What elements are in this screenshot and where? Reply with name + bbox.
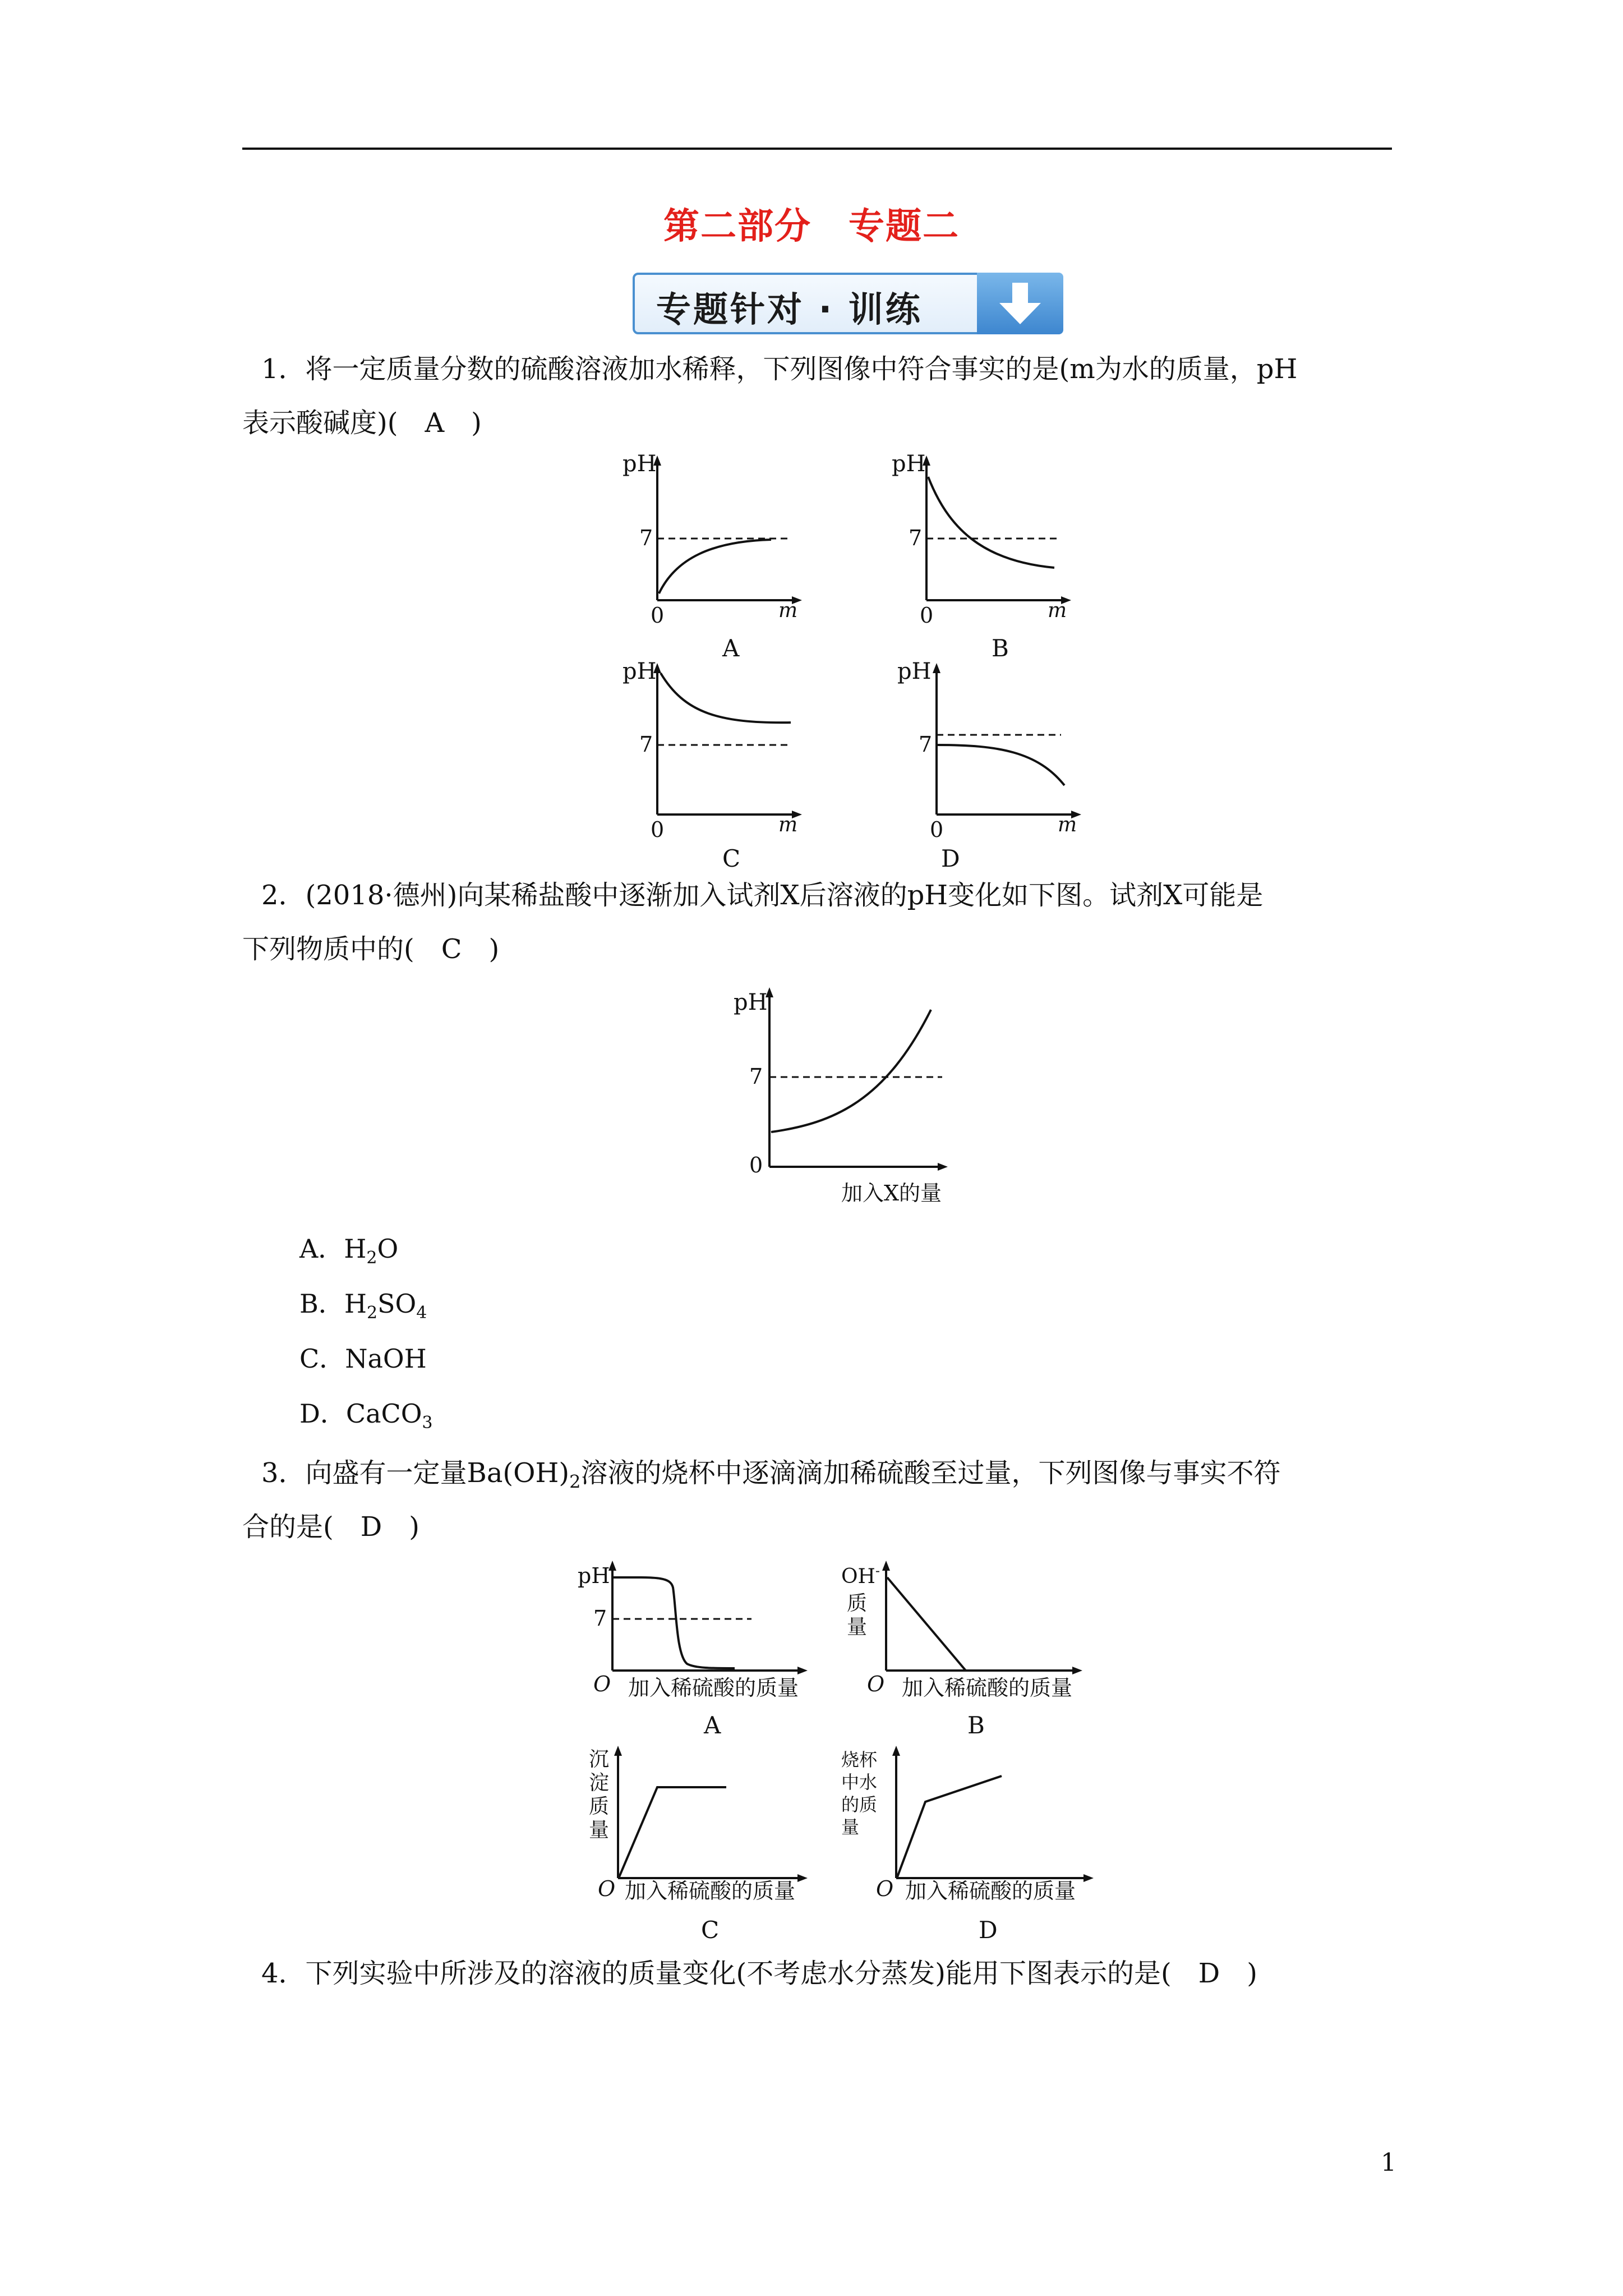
q1d-xlabel: m [1058, 813, 1077, 836]
q2-origin: 0 [749, 1153, 763, 1177]
q1d-origin: 0 [930, 817, 944, 842]
q1a-origin: 0 [651, 603, 665, 628]
q3d-xlabel: 加入稀硫酸的质量 [905, 1879, 1076, 1903]
q1c-ylabel: pH [623, 659, 657, 684]
q3c-caption: C [701, 1916, 720, 1944]
q3d-origin: O [876, 1876, 894, 1901]
q3b-xlabel: 加入稀硫酸的质量 [902, 1676, 1073, 1700]
q1-graph-d [864, 656, 1088, 872]
q3d-ylabel-1: 烧 [841, 1749, 860, 1770]
q2-option-c: C．NaOH [299, 1343, 427, 1374]
q1a-caption: A [722, 634, 740, 662]
part-title: 第二部分 专题二 [663, 206, 960, 247]
q2-ylabel: pH [734, 990, 768, 1015]
q2-option-b: B．$H_2SO_4$ [299, 1289, 427, 1323]
q1b-caption: B [992, 634, 1009, 662]
q2-xlabel: 加入X的量 [841, 1181, 942, 1205]
q1b-ref: 7 [909, 526, 923, 550]
q3d-ylabel-7: 量 [841, 1816, 860, 1838]
q1b-ylabel: pH [892, 451, 926, 477]
q3d-caption: D [979, 1916, 998, 1944]
q3-line2: 合的是( D ) [242, 1511, 419, 1543]
page-number: 1 [1381, 2148, 1396, 2177]
header-rule [242, 148, 1392, 150]
q1b-xlabel: m [1048, 599, 1067, 622]
q1-graph-a [594, 449, 808, 662]
q3c-ylabel-2: 淀 [589, 1772, 610, 1795]
q3d-ylabel-6: 质 [859, 1794, 878, 1815]
q1-line1: 1．将一定质量分数的硫酸溶液加水稀释，下列图像中符合事实的是(m为水的质量，pH [261, 353, 1298, 385]
q3-graph-b [836, 1554, 1116, 1745]
q3c-xlabel: 加入稀硫酸的质量 [625, 1879, 796, 1903]
q2-ref: 7 [749, 1064, 763, 1089]
q3d-ylabel-2: 杯 [859, 1749, 878, 1770]
q3-graph-d [836, 1739, 1127, 1952]
q3b-ylabel-top: OH- [841, 1563, 880, 1588]
q1-line2: 表示酸碱度)( A ) [242, 407, 482, 439]
banner-title: 专题针对 · 训练 [656, 289, 923, 330]
q3d-ylabel-3: 中 [841, 1772, 860, 1793]
q3a-ref: 7 [593, 1606, 607, 1631]
q2-option-d: D．CaCO$_3$ [299, 1398, 433, 1433]
q1c-ref: 7 [639, 732, 653, 757]
q1a-ref: 7 [639, 526, 653, 550]
q3c-ylabel-4: 量 [589, 1819, 610, 1842]
down-arrow-glyph [977, 273, 1063, 334]
q2-option-a: A．$H_2O$ [299, 1234, 399, 1268]
q2-line2: 下列物质中的( C ) [242, 933, 500, 965]
q1c-caption: C [722, 845, 741, 872]
down-arrow-icon [977, 273, 1063, 334]
q3c-ylabel-1: 沉 [589, 1748, 610, 1771]
q1b-origin: 0 [920, 603, 934, 628]
q1d-caption: D [941, 845, 960, 872]
q1-graph-c [594, 656, 808, 872]
q3a-ylabel: pH [578, 1563, 610, 1588]
q3a-xlabel: 加入稀硫酸的质量 [628, 1676, 799, 1700]
q1c-xlabel: m [778, 813, 798, 836]
q3a-caption: A [704, 1711, 721, 1739]
q2-line1: 2．(2018·德州)向某稀盐酸中逐渐加入试剂X后溶液的pH变化如下图。试剂X可能是 [261, 880, 1264, 911]
q3b-ylabel-1: 质 [847, 1592, 868, 1615]
q3b-origin: O [867, 1672, 885, 1696]
q3-line1: 3．向盛有一定量$Ba(OH)_2$溶液的烧杯中逐滴滴加稀硫酸至过量，下列图像与事实不符 [261, 1457, 1281, 1493]
q3-graph-a [566, 1554, 836, 1745]
q3b-ylabel-2: 量 [847, 1616, 868, 1639]
q3c-ylabel-3: 质 [589, 1795, 610, 1818]
q3a-origin: O [593, 1672, 611, 1696]
q3b-caption: B [967, 1711, 985, 1739]
q3c-origin: O [598, 1876, 616, 1901]
q1d-ref: 7 [919, 732, 933, 757]
q1c-origin: 0 [651, 817, 665, 842]
q1a-ylabel: pH [623, 451, 657, 477]
q1a-xlabel: m [778, 599, 798, 622]
q2-graph [718, 976, 965, 1212]
q3-graph-c [566, 1739, 836, 1952]
q3d-ylabel-5: 的 [841, 1794, 860, 1815]
q1-graph-b [864, 449, 1077, 662]
q1d-ylabel: pH [897, 659, 932, 684]
q3d-ylabel-4: 水 [859, 1772, 878, 1793]
q4-line1: 4．下列实验中所涉及的溶液的质量变化(不考虑水分蒸发)能用下图表示的是( D ) [261, 1958, 1257, 1989]
